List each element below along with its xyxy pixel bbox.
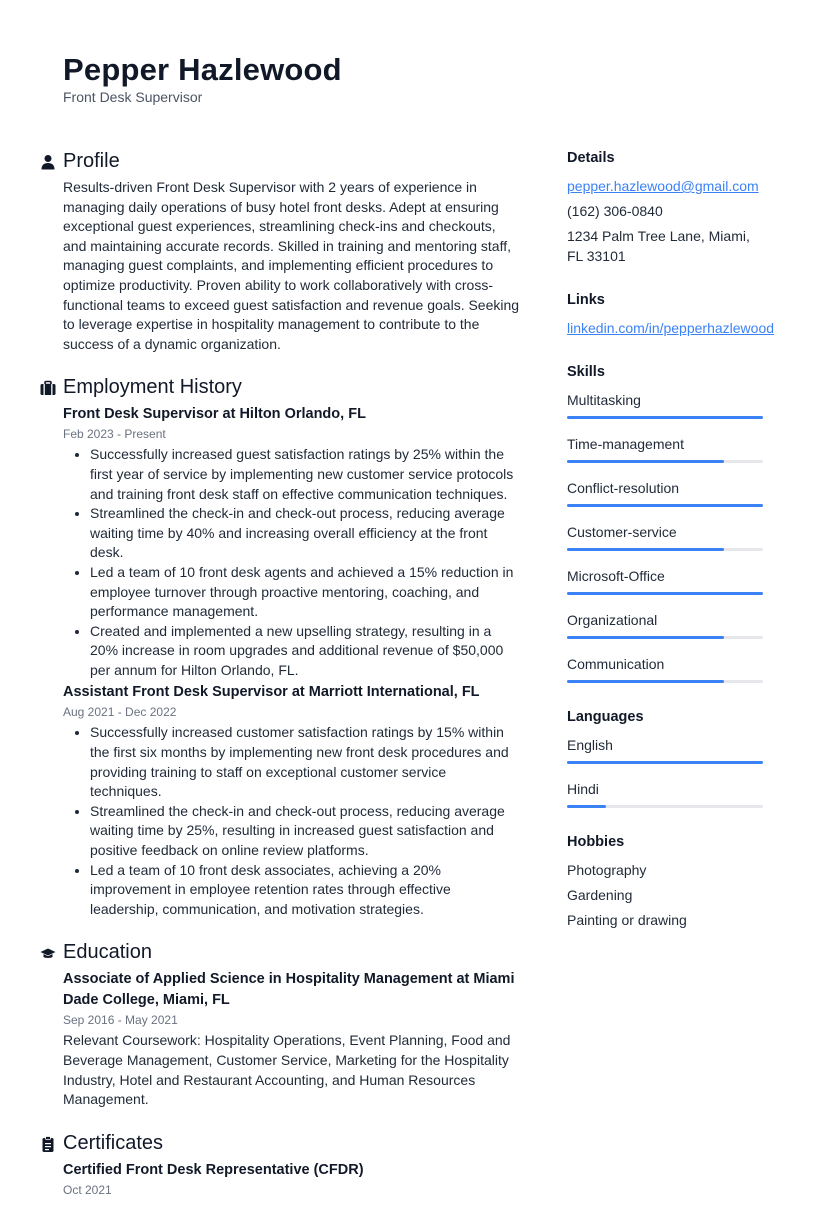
job-bullet: • Successfully increased guest satisfaction ratings by 25% within the first year of service by implementing new customer service protocols and training front desk staff on effective communication techniques. bbox=[90, 445, 520, 504]
job-bullet: • Created and implemented a new upselling strategy, resulting in a 20% increase in room upgrades and additional revenue of $50,000 per annum for Hilton Orlando, FL. bbox=[90, 622, 520, 681]
email-link[interactable]: pepper.hazlewood@gmail.com bbox=[567, 178, 759, 194]
skill-item bbox=[567, 478, 767, 507]
degree-title: Associate of Applied Science in Hospitality Management at Miami Dade College, Miami, FL bbox=[63, 971, 515, 1009]
links-heading: Links bbox=[567, 292, 605, 308]
employment-heading: Employment History bbox=[63, 376, 242, 399]
job-entry bbox=[63, 404, 520, 680]
job-dates: Feb 2023 - Present bbox=[63, 427, 166, 442]
skill-name: Communication bbox=[567, 656, 665, 672]
phone-number: (162) 306-0840 bbox=[567, 203, 663, 219]
linkedin-link[interactable]: linkedin.com/in/pepperhazlewood bbox=[567, 320, 775, 336]
education-section bbox=[40, 937, 520, 1109]
job-bullet: • Streamlined the check-in and check-out process, reducing average waiting time by 25%, resulting in increased guest satisfaction and positive feedback on online review platforms. bbox=[90, 802, 520, 861]
job-bullets bbox=[63, 723, 520, 919]
employment-section bbox=[40, 372, 520, 919]
skill-level-fill bbox=[567, 416, 763, 419]
graduation-cap-icon bbox=[40, 945, 56, 961]
language-item bbox=[567, 779, 767, 808]
job-bullet: • Successfully increased customer satisfaction ratings by 15% within the first six months by implementing new front desk procedures and providing training to staff on exceptional customer service techniques. bbox=[90, 723, 520, 801]
certificates-heading: Certificates bbox=[63, 1131, 164, 1154]
profile-section bbox=[40, 146, 520, 354]
skill-item bbox=[567, 522, 767, 551]
skill-level-fill bbox=[567, 460, 724, 463]
sidebar bbox=[567, 148, 775, 954]
language-name: English bbox=[567, 737, 613, 753]
skill-level-bar bbox=[567, 680, 763, 683]
language-level-fill bbox=[567, 761, 763, 764]
languages-heading: Languages bbox=[567, 709, 644, 725]
hobby-item: Photography bbox=[567, 862, 647, 878]
education-entry bbox=[63, 969, 520, 1109]
certificates-section bbox=[40, 1128, 520, 1200]
details-block bbox=[567, 148, 767, 266]
skill-level-bar bbox=[567, 592, 763, 595]
person-icon bbox=[40, 154, 56, 170]
language-name: Hindi bbox=[567, 781, 599, 797]
hobby-item: Gardening bbox=[567, 887, 633, 903]
education-heading: Education bbox=[63, 941, 152, 964]
skill-level-fill bbox=[567, 680, 724, 683]
skill-name: Conflict-resolution bbox=[567, 480, 680, 496]
language-level-fill bbox=[567, 805, 606, 808]
education-coursework: Relevant Coursework: Hospitality Operations, Event Planning, Food and Beverage Management, Customer Service, Marketing for the Hospitality Industry, Hotel and Restaurant Accounting, and Human Resources Management. bbox=[63, 1032, 511, 1108]
certificate-name: Certified Front Desk Representative (CFDR) bbox=[63, 1161, 364, 1178]
education-dates: Sep 2016 - May 2021 bbox=[63, 1013, 178, 1028]
details-heading: Details bbox=[567, 150, 615, 166]
links-block bbox=[567, 290, 775, 338]
candidate-title: Front Desk Supervisor bbox=[63, 89, 203, 105]
skill-level-fill bbox=[567, 636, 724, 639]
certificate-date: Oct 2021 bbox=[63, 1182, 112, 1197]
briefcase-icon bbox=[40, 380, 56, 396]
skills-block bbox=[567, 362, 767, 683]
skill-level-bar bbox=[567, 636, 763, 639]
skill-item bbox=[567, 434, 767, 463]
skill-level-fill bbox=[567, 548, 724, 551]
employment-list bbox=[63, 404, 520, 919]
job-bullet: • Led a team of 10 front desk agents and achieved a 15% reduction in employee turnover through proactive mentoring, coaching, and performance management. bbox=[90, 563, 520, 622]
languages-block bbox=[567, 707, 767, 808]
skill-level-fill bbox=[567, 592, 763, 595]
skill-item bbox=[567, 390, 767, 419]
job-entry bbox=[63, 682, 520, 919]
address: 1234 Palm Tree Lane, Miami, FL 33101 bbox=[567, 228, 750, 264]
skill-name: Time-management bbox=[567, 436, 684, 452]
resume-header bbox=[63, 52, 342, 105]
hobbies-block bbox=[567, 832, 767, 930]
job-title: Front Desk Supervisor at Hilton Orlando, FL bbox=[63, 406, 366, 423]
skill-level-bar bbox=[567, 416, 763, 419]
skill-name: Organizational bbox=[567, 612, 658, 628]
skill-level-bar bbox=[567, 504, 763, 507]
clipboard-icon bbox=[40, 1136, 56, 1152]
skill-name: Customer-service bbox=[567, 524, 677, 540]
job-title: Assistant Front Desk Supervisor at Marriott International, FL bbox=[63, 684, 480, 701]
profile-heading: Profile bbox=[63, 150, 120, 172]
skill-level-bar bbox=[567, 548, 763, 551]
language-level-bar bbox=[567, 761, 763, 764]
skill-item bbox=[567, 654, 767, 683]
skills-heading: Skills bbox=[567, 364, 605, 380]
skill-name: Microsoft-Office bbox=[567, 568, 665, 584]
skill-item bbox=[567, 566, 767, 595]
job-dates: Aug 2021 - Dec 2022 bbox=[63, 705, 177, 720]
skill-name: Multitasking bbox=[567, 392, 641, 408]
skill-level-bar bbox=[567, 460, 763, 463]
skill-level-fill bbox=[567, 504, 763, 507]
job-bullet: • Streamlined the check-in and check-out process, reducing average waiting time by 40% and increasing overall efficiency at the front desk. bbox=[90, 504, 520, 563]
hobby-item: Painting or drawing bbox=[567, 912, 687, 928]
hobbies-heading: Hobbies bbox=[567, 834, 625, 850]
skill-item bbox=[567, 610, 767, 639]
language-level-bar bbox=[567, 805, 763, 808]
profile-summary: Results-driven Front Desk Supervisor with 2 years of experience in managing daily operations of busy hotel front desks. Adept at ensuring exceptional guest experiences, streamlining check-ins and checkouts, and maintaining accurate records. Skilled in training and mentoring staff, managing guest complaints, and implementing efficient procedures to optimize productivity. Proven ability to work collaboratively with cross-functional teams to exceed guest satisfaction and revenue goals. Seeking to leverage expertise in hospitality management to contribute to the success of a dynamic organization. bbox=[63, 179, 520, 352]
main-column bbox=[40, 146, 520, 1218]
candidate-name: Pepper Hazlewood bbox=[63, 52, 342, 87]
job-bullets bbox=[63, 445, 520, 680]
job-bullet: • Led a team of 10 front desk associates, achieving a 20% improvement in employee retention rates through effective leadership, communication, and motivation strategies. bbox=[90, 861, 520, 920]
certificate-entry bbox=[63, 1160, 520, 1200]
language-item bbox=[567, 735, 767, 764]
